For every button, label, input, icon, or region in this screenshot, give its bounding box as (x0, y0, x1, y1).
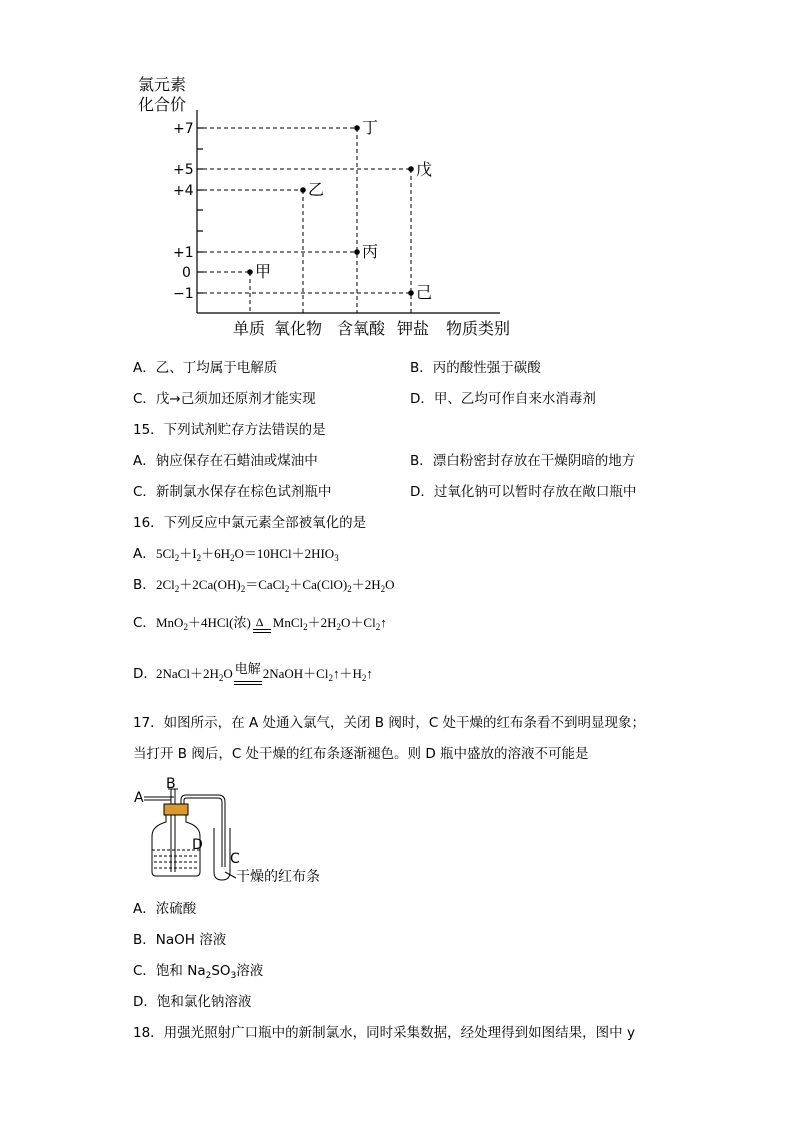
chart-ylabel-2: 化合价 (138, 95, 187, 114)
ytick-label: +4 (173, 183, 194, 199)
q16-equation-c: MnO$_2$＋4HCl(浓) Δ $MnCl_2+2H_2O+Cl_2↑$ (156, 615, 387, 632)
q15-option-c: C．新制氯水保存在棕色试剂瓶中 (133, 484, 332, 500)
label-ding: 丁 (362, 118, 379, 137)
chart-axes (197, 110, 500, 313)
q17-option-c-suffix: 溶液 (236, 963, 264, 979)
q15-option-d: D．过氧化钠可以暂时存放在敞口瓶中 (410, 484, 637, 500)
point-wu (408, 166, 414, 172)
heat-condition: Δ (255, 615, 264, 629)
fig-label-c: C (230, 851, 240, 867)
point-jia (247, 269, 253, 275)
q15-option-a: A．钠应保存在石蜡油或煤油中 (133, 453, 318, 469)
q17-option-c-prefix: C．饱和 Na (133, 963, 206, 979)
label-bing: 丙 (362, 242, 379, 261)
chart-xlabel: 物质类别 (446, 319, 511, 338)
label-ji: 己 (416, 283, 433, 302)
ytick-label: +5 (173, 162, 194, 178)
chart-xcategories (233, 319, 510, 338)
q17-stem-line1: 17．如图所示，在 A 处通入氯气，关闭 B 阀时，C 处干燥的红布条看不到明显现象； (133, 715, 646, 731)
q16-stem: 16．下列反应中氯元素全部被氧化的是 (133, 515, 367, 531)
chart-points (247, 125, 414, 296)
xcat-label: 钾盐 (397, 319, 430, 338)
ytick-label: +1 (173, 245, 194, 261)
xcat-label: 单质 (233, 319, 266, 338)
q14-option-b: B．丙的酸性强于碳酸 (410, 360, 541, 376)
q14-option-c: C．戊→己须加还原剂才能实现 (133, 391, 316, 407)
chart-point-labels (255, 118, 432, 302)
point-ding (354, 125, 360, 131)
fig-caption: 干燥的红布条 (236, 869, 320, 885)
q15-option-b: B．漂白粉密封存放在干燥阴暗的地方 (410, 453, 636, 469)
q16-option-a-label: A． (133, 546, 156, 562)
ytick-label: +7 (173, 121, 194, 137)
fig-label-d: D (192, 837, 203, 853)
q16-equation-d: $2NaCl+2H_2O$ 电解 $2NaOH+Cl_2↑+H_2↑$ (156, 662, 373, 683)
label-yi: 乙 (308, 180, 325, 199)
q17-option-d: D．饱和氯化钠溶液 (133, 994, 252, 1010)
valence-chart (0, 0, 794, 350)
q14-option-a: A．乙、丁均属于电解质 (133, 360, 278, 376)
q16-equation-b: $2Cl_2+2Ca(OH)_2=CaCl_2+Ca(ClO)_2+2H_2O$ (156, 577, 395, 594)
q17-option-a: A．浓硫酸 (133, 901, 197, 917)
q16-option-c-label: C． (133, 615, 156, 631)
q18-stem: 18．用强光照射广口瓶中的新制氯水，同时采集数据，经处理得到如图结果，图中 y (133, 1025, 635, 1041)
xcat-label: 氧化物 (274, 319, 323, 338)
q16-option-d-label: D． (133, 666, 157, 682)
label-jia: 甲 (255, 262, 272, 281)
apparatus-figure (130, 772, 340, 892)
q16-option-b-label: B． (133, 577, 156, 593)
ytick-label: −1 (173, 286, 194, 302)
xcat-label: 含氧酸 (337, 319, 386, 338)
q16-equation-a: $5Cl_2+I_2+6H_2O=10HCl+2HIO_3$ (156, 546, 339, 563)
q17-option-c: C．饱和 $Na_2SO_3$溶液 (133, 963, 264, 981)
q17-stem-line2: 当打开 B 阀后，C 处干燥的红布条逐渐褪色。则 D 瓶中盛放的溶液不可能是 (133, 746, 589, 762)
q17-option-b: B．NaOH 溶液 (133, 932, 227, 948)
chart-yticks (173, 121, 194, 302)
q14-option-d: D．甲、乙均可作自来水消毒剂 (410, 391, 596, 407)
fig-label-b: B (166, 776, 176, 792)
label-wu: 戊 (416, 160, 433, 179)
chart-ylabel-1: 氯元素 (138, 75, 187, 94)
ytick-label: 0 (182, 265, 191, 281)
q15-stem: 15．下列试剂贮存方法错误的是 (133, 422, 326, 438)
fig-label-a: A (134, 790, 144, 806)
point-ji (408, 290, 414, 296)
point-yi (300, 187, 306, 193)
point-bing (354, 249, 360, 255)
chart-guides (203, 128, 411, 313)
stopper (164, 804, 188, 815)
electrolysis-condition: 电解 (234, 662, 261, 677)
